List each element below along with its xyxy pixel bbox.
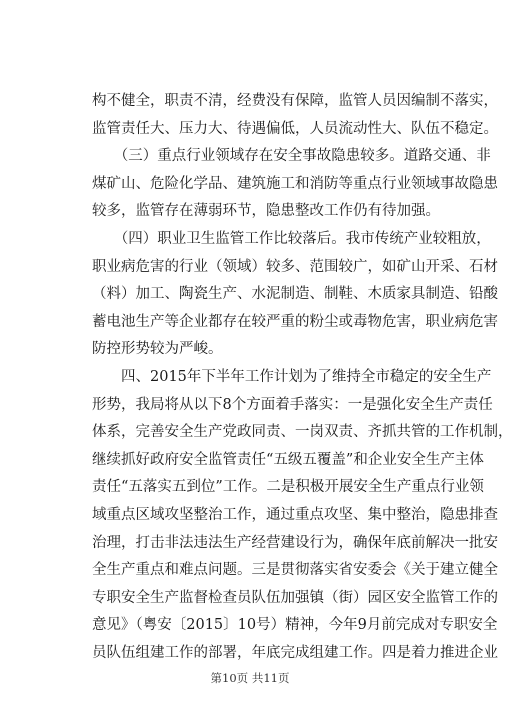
- text-line: （四）职业卫生监管工作比较落后。我市传统产业较粗放，: [92, 230, 491, 247]
- text-line: 蓄电池生产等企业都存在较严重的粉尘或毒物危害，职业病危害: [92, 313, 498, 330]
- text-line: 防控形势较为严峻。: [92, 341, 223, 358]
- text-line: 职业病危害的行业（领域）较多、范围较广，如矿山开采、石材: [92, 258, 498, 275]
- text-line: 责任“五落实五到位”工作。二是积极开展安全生产重点行业领: [92, 479, 484, 496]
- text-line: 意见》（粤安〔2015〕10号）精神，今年9月前完成对专职安全: [92, 617, 498, 634]
- text-line: 专职安全生产监督检查员队伍加强镇（街）园区安全监管工作的: [92, 589, 498, 606]
- text-line: 煤矿山、危险化学品、建筑施工和消防等重点行业领域事故隐患: [92, 175, 498, 192]
- page-footer: 第10页 共11页: [210, 671, 290, 685]
- text-line: 治理，打击非法违法生产经营建设行为，确保年底前解决一批安: [92, 534, 498, 551]
- text-line: 员队伍组建工作的部署，年底完成组建工作。四是着力推进企业: [92, 644, 498, 661]
- text-line: 四、2015年下半年工作计划为了维持全市稳定的安全生产: [92, 368, 492, 385]
- text-line: 域重点区域攻坚整治工作，通过重点攻坚、集中整治，隐患排查: [92, 506, 498, 523]
- document-body: [92, 88, 513, 667]
- text-line: 形势，我局将从以下8个方面着手落实：一是强化安全生产责任: [92, 396, 493, 413]
- text-line: 监管责任大、压力大、待遇偏低，人员流动性大、队伍不稳定。: [92, 120, 498, 137]
- text-line: （料）加工、陶瓷生产、水泥制造、制鞋、木质家具制造、铅酸: [92, 286, 498, 303]
- text-line: 较多，监管存在薄弱环节，隐患整改工作仍有待加强。: [92, 203, 440, 220]
- text-line: 体系，完善安全生产党政同责、一岗双责、齐抓共管的工作机制，: [92, 424, 513, 441]
- text-line: 继续抓好政府安全监管责任“五级五覆盖”和企业安全生产主体: [92, 451, 484, 468]
- text-line: 构不健全，职责不清，经费没有保障，监管人员因编制不落实，: [92, 93, 498, 109]
- text-line: 全生产重点和难点问题。三是贯彻落实省安委会《关于建立健全: [92, 562, 498, 579]
- text-line: （三）重点行业领域存在安全事故隐患较多。道路交通、非: [92, 148, 491, 165]
